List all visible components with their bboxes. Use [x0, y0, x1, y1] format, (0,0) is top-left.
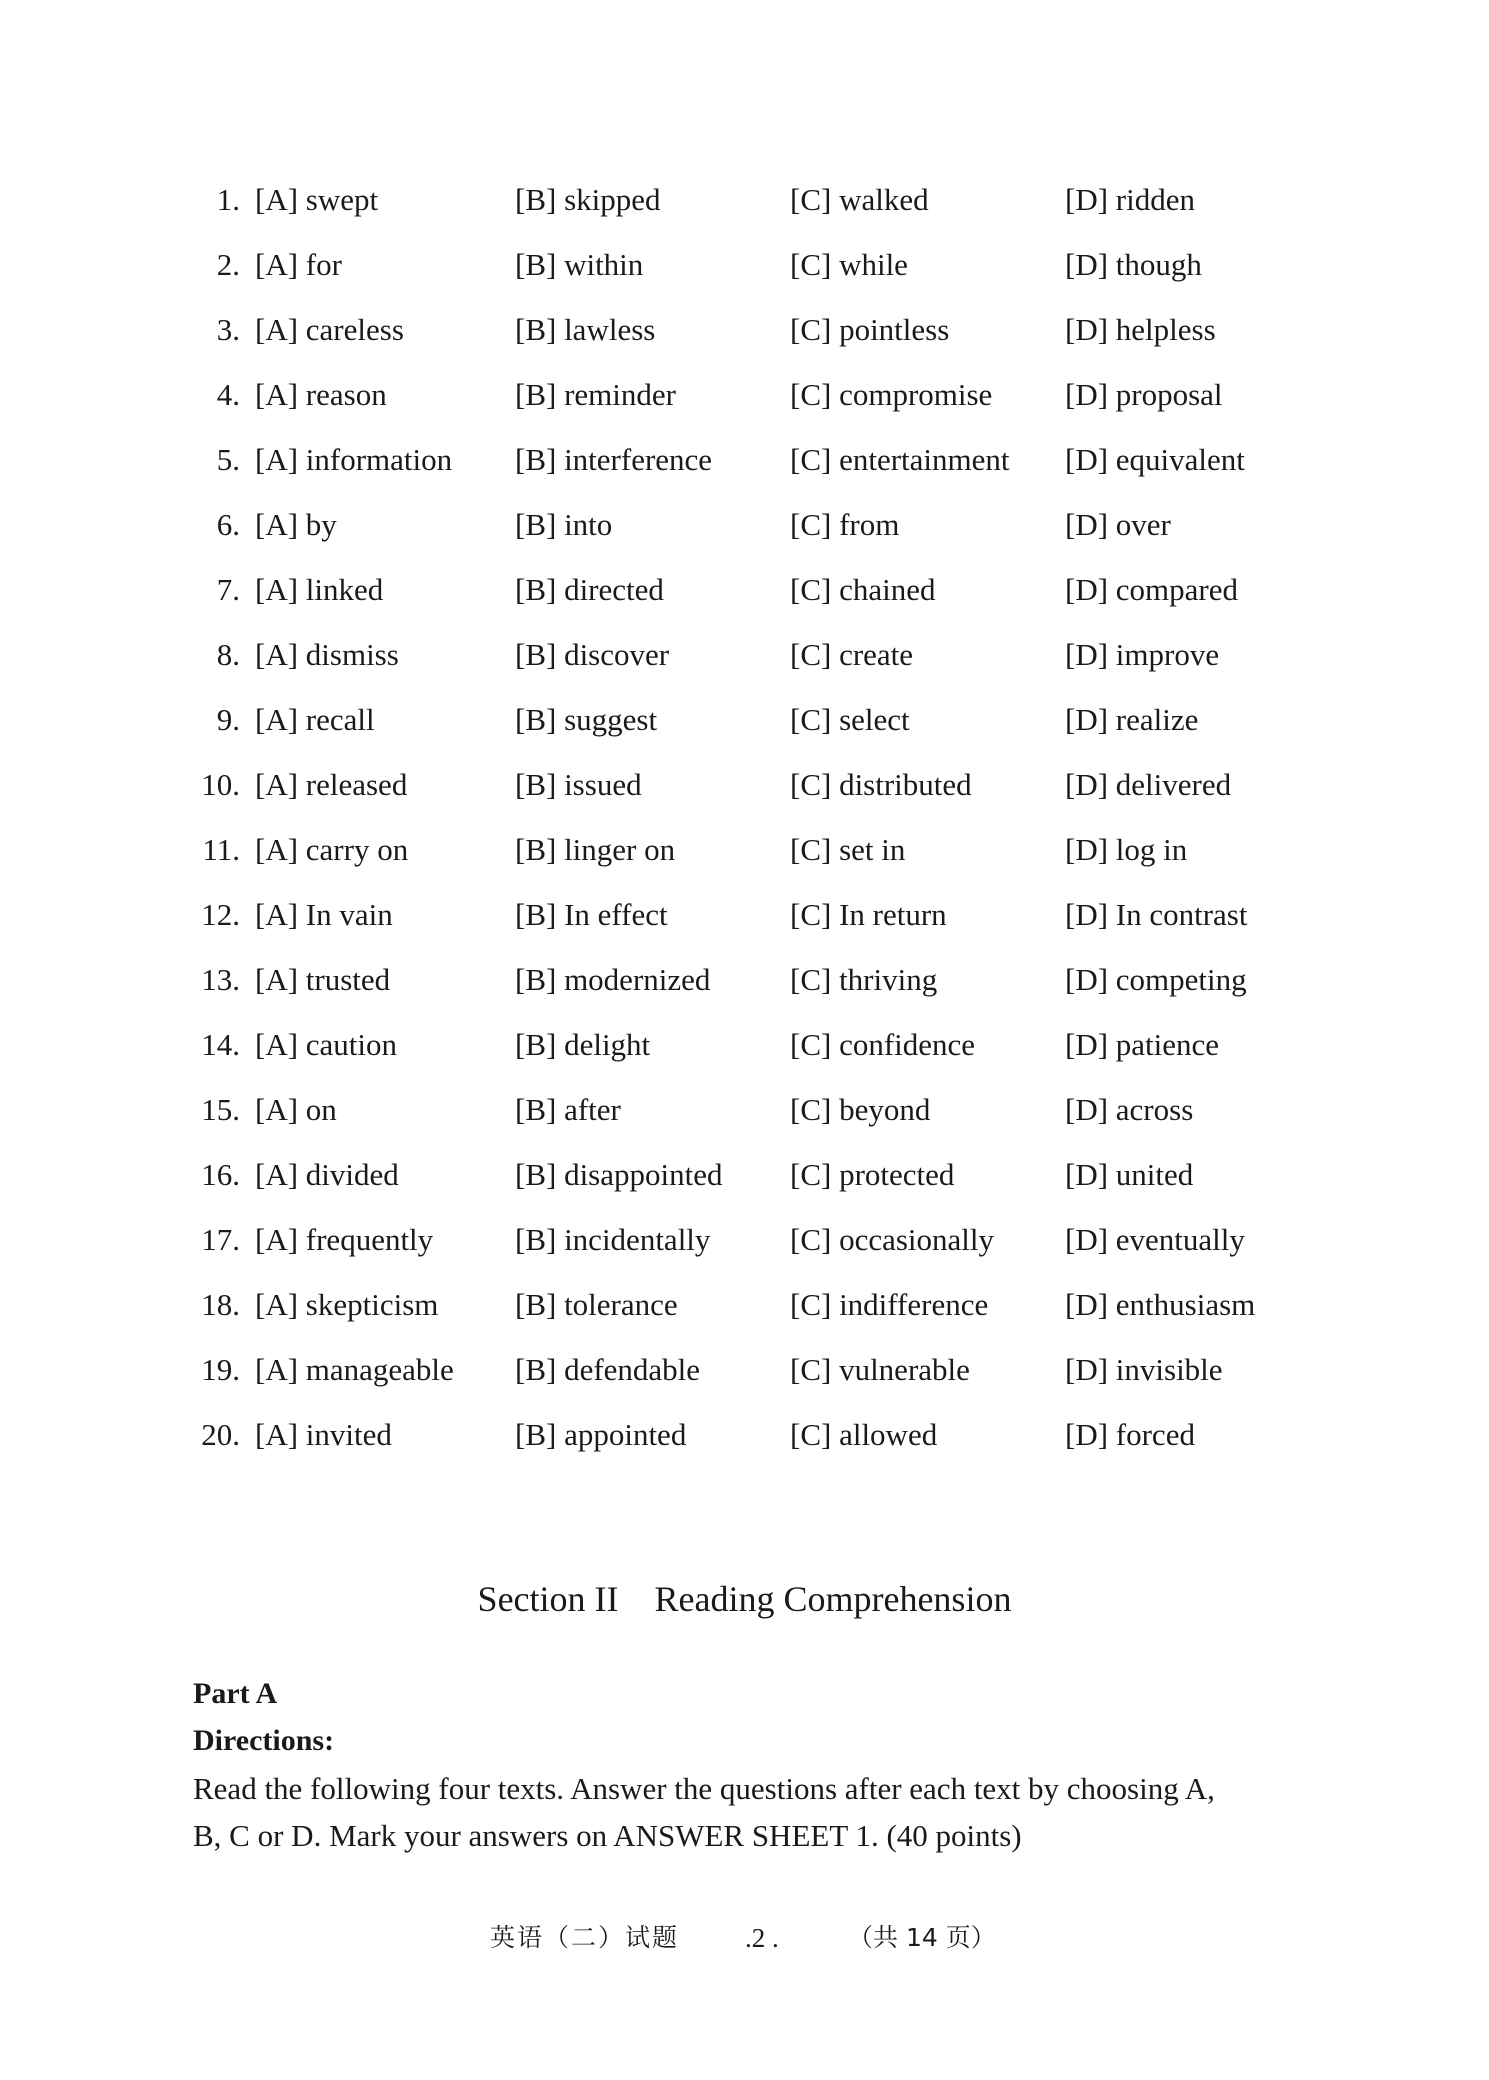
option-c: [C] compromise — [790, 377, 993, 412]
question-number: 6. — [216, 507, 240, 542]
option-d: [D] competing — [1065, 962, 1247, 997]
option-b: [B] delight — [515, 1027, 651, 1062]
question-row — [0, 692, 1489, 757]
option-b: [B] modernized — [515, 962, 711, 997]
option-c: [C] distributed — [790, 767, 972, 802]
question-row — [0, 757, 1489, 822]
option-c: [C] select — [790, 702, 910, 737]
option-a: [A] In vain — [255, 897, 393, 932]
option-b: [B] discover — [515, 637, 670, 672]
question-row — [0, 237, 1489, 302]
question-row — [0, 432, 1489, 497]
footer-total-pages: （共 14 页） — [848, 1923, 996, 1952]
option-a: [A] on — [255, 1092, 337, 1127]
question-row — [0, 1407, 1489, 1472]
question-number: 7. — [216, 572, 240, 607]
section-title: Section II Reading Comprehension — [477, 1579, 1012, 1619]
option-d: [D] over — [1065, 507, 1171, 542]
option-a: [A] linked — [255, 572, 384, 607]
option-c: [C] walked — [790, 182, 929, 217]
option-b: [B] into — [515, 507, 613, 542]
directions-line-1: Read the following four texts. Answer the questions after each text by choosing A, — [193, 1771, 1215, 1806]
option-d: [D] across — [1065, 1092, 1194, 1127]
option-d: [D] patience — [1065, 1027, 1220, 1062]
option-b: [B] issued — [515, 767, 642, 802]
option-c: [C] allowed — [790, 1417, 938, 1452]
question-row — [0, 1342, 1489, 1407]
question-row — [0, 822, 1489, 887]
question-number: 12. — [201, 897, 240, 932]
option-d: [D] delivered — [1065, 767, 1232, 802]
question-number: 9. — [216, 702, 240, 737]
question-row — [0, 952, 1489, 1017]
option-c: [C] In return — [790, 897, 947, 932]
option-a: [A] by — [255, 507, 337, 542]
question-number: 4. — [216, 377, 240, 412]
option-d: [D] compared — [1065, 572, 1238, 607]
question-number: 3. — [216, 312, 240, 347]
question-row — [0, 887, 1489, 952]
option-a: [A] swept — [255, 182, 379, 217]
question-number: 19. — [201, 1352, 240, 1387]
question-number: 15. — [201, 1092, 240, 1127]
option-b: [B] disappointed — [515, 1157, 723, 1192]
option-a: [A] invited — [255, 1417, 392, 1452]
option-c: [C] entertainment — [790, 442, 1010, 477]
option-b: [B] after — [515, 1092, 621, 1127]
option-d: [D] eventually — [1065, 1222, 1245, 1257]
option-c: [C] set in — [790, 832, 906, 867]
option-c: [C] pointless — [790, 312, 950, 347]
question-number: 8. — [216, 637, 240, 672]
option-b: [B] appointed — [515, 1417, 687, 1452]
option-b: [B] within — [515, 247, 644, 282]
option-c: [C] from — [790, 507, 900, 542]
question-row — [0, 302, 1489, 367]
question-row — [0, 1212, 1489, 1277]
option-d: [D] realize — [1065, 702, 1199, 737]
option-d: [D] united — [1065, 1157, 1194, 1192]
question-row — [0, 627, 1489, 692]
option-a: [A] trusted — [255, 962, 391, 997]
question-number: 16. — [201, 1157, 240, 1192]
option-c: [C] protected — [790, 1157, 955, 1192]
option-a: [A] dismiss — [255, 637, 399, 672]
option-b: [B] interference — [515, 442, 713, 477]
question-number: 2. — [216, 247, 240, 282]
option-c: [C] confidence — [790, 1027, 976, 1062]
option-d: [D] improve — [1065, 637, 1220, 672]
option-d: [D] forced — [1065, 1417, 1195, 1452]
option-a: [A] careless — [255, 312, 404, 347]
question-row — [0, 1277, 1489, 1342]
option-c: [C] create — [790, 637, 914, 672]
option-b: [B] directed — [515, 572, 664, 607]
question-number: 17. — [201, 1222, 240, 1257]
option-b: [B] lawless — [515, 312, 656, 347]
footer-subject: 英语（二）试题 — [490, 1923, 680, 1952]
option-d: [D] invisible — [1065, 1352, 1223, 1387]
question-row — [0, 1082, 1489, 1147]
question-row — [0, 1017, 1489, 1082]
option-b: [B] defendable — [515, 1352, 701, 1387]
option-b: [B] linger on — [515, 832, 676, 867]
option-d: [D] though — [1065, 247, 1202, 282]
option-a: [A] skepticism — [255, 1287, 439, 1322]
question-number: 13. — [201, 962, 240, 997]
question-number: 1. — [216, 182, 240, 217]
cloze-options-list — [0, 172, 1489, 1472]
option-c: [C] chained — [790, 572, 936, 607]
question-number: 10. — [201, 767, 240, 802]
option-a: [A] recall — [255, 702, 375, 737]
option-a: [A] carry on — [255, 832, 409, 867]
option-d: [D] enthusiasm — [1065, 1287, 1256, 1322]
question-row — [0, 367, 1489, 432]
question-number: 11. — [202, 832, 240, 867]
directions-text — [193, 1765, 1313, 1859]
question-row — [0, 1147, 1489, 1212]
directions-line-2: B, C or D. Mark your answers on ANSWER SHEET 1. (40 points) — [193, 1818, 1022, 1853]
option-a: [A] manageable — [255, 1352, 454, 1387]
option-d: [D] log in — [1065, 832, 1188, 867]
footer-page-number: .2 . — [745, 1923, 779, 1953]
option-b: [B] incidentally — [515, 1222, 711, 1257]
option-b: [B] reminder — [515, 377, 676, 412]
option-a: [A] information — [255, 442, 453, 477]
question-number: 18. — [201, 1287, 240, 1322]
question-row — [0, 497, 1489, 562]
option-b: [B] suggest — [515, 702, 658, 737]
option-c: [C] while — [790, 247, 908, 282]
option-a: [A] reason — [255, 377, 387, 412]
option-d: [D] In contrast — [1065, 897, 1248, 932]
question-number: 5. — [216, 442, 240, 477]
option-b: [B] skipped — [515, 182, 661, 217]
question-row — [0, 562, 1489, 627]
option-a: [A] caution — [255, 1027, 398, 1062]
option-d: [D] helpless — [1065, 312, 1216, 347]
option-d: [D] ridden — [1065, 182, 1195, 217]
question-number: 14. — [201, 1027, 240, 1062]
option-d: [D] equivalent — [1065, 442, 1245, 477]
directions-label: Directions: — [193, 1724, 335, 1757]
option-b: [B] In effect — [515, 897, 668, 932]
part-title: Part A — [193, 1677, 278, 1710]
option-d: [D] proposal — [1065, 377, 1223, 412]
option-b: [B] tolerance — [515, 1287, 678, 1322]
option-a: [A] released — [255, 767, 408, 802]
option-c: [C] vulnerable — [790, 1352, 970, 1387]
question-row — [0, 172, 1489, 237]
option-a: [A] divided — [255, 1157, 399, 1192]
option-c: [C] indifference — [790, 1287, 989, 1322]
option-a: [A] frequently — [255, 1222, 434, 1257]
option-a: [A] for — [255, 247, 342, 282]
option-c: [C] occasionally — [790, 1222, 995, 1257]
option-c: [C] beyond — [790, 1092, 931, 1127]
question-number: 20. — [201, 1417, 240, 1452]
option-c: [C] thriving — [790, 962, 938, 997]
